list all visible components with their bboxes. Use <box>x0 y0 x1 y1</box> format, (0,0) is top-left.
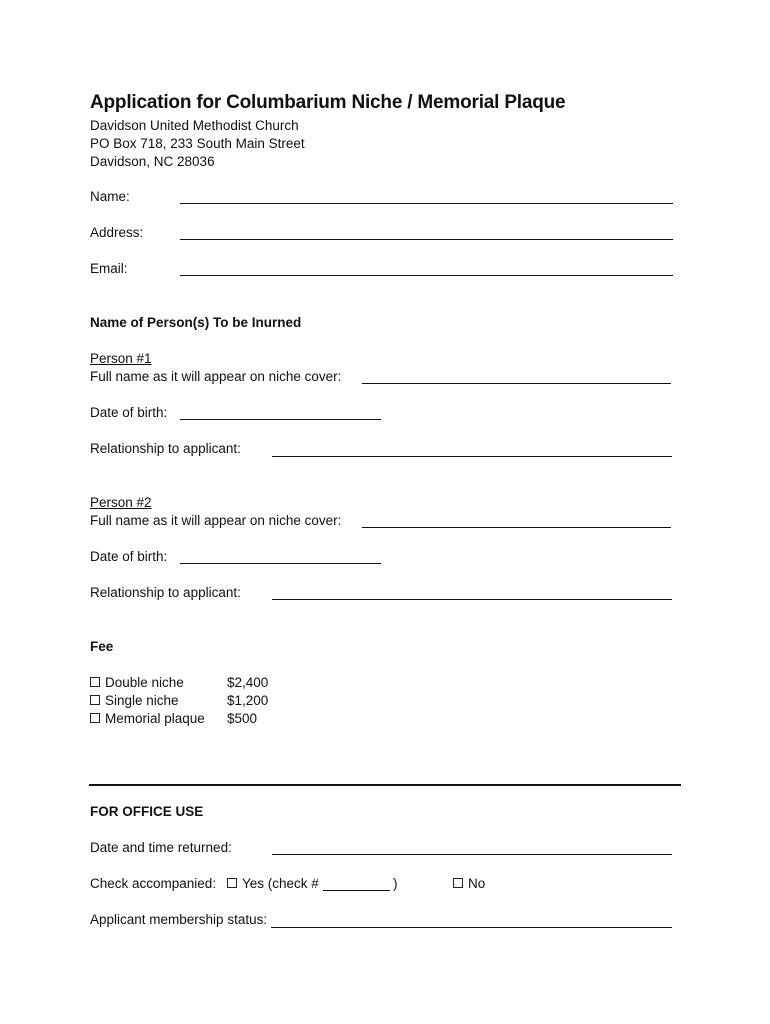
fee-option-label: Memorial plaque <box>105 711 205 726</box>
person2-full-name-label: Full name as it will appear on niche cover: <box>90 513 342 528</box>
check-number-field[interactable] <box>323 890 390 891</box>
name-label: Name: <box>90 189 130 204</box>
fee-option-plaque[interactable] <box>90 711 205 726</box>
name-field[interactable] <box>180 203 673 204</box>
person2-dob-field[interactable] <box>180 563 381 564</box>
fee-price: $1,200 <box>227 693 269 708</box>
fee-option-double[interactable] <box>90 675 184 690</box>
check-no-option[interactable] <box>453 876 485 891</box>
checkbox-icon[interactable] <box>453 878 463 888</box>
checkbox-icon[interactable] <box>227 878 237 888</box>
person1-full-name-field[interactable] <box>362 383 671 384</box>
church-name: Davidson United Methodist Church <box>90 118 299 133</box>
check-no-label: No <box>468 876 486 891</box>
form-title: Application for Columbarium Niche / Memorial Plaque <box>90 92 566 113</box>
membership-status-label: Applicant membership status: <box>90 912 268 927</box>
fee-price: $500 <box>227 711 258 726</box>
person1-dob-field[interactable] <box>180 419 381 420</box>
person1-relationship-label: Relationship to applicant: <box>90 441 241 456</box>
person2-dob-label: Date of birth: <box>90 549 168 564</box>
person1-heading: Person #1 <box>90 351 152 366</box>
church-street: PO Box 718, 233 South Main Street <box>90 136 305 151</box>
check-yes-option[interactable] <box>227 876 319 891</box>
check-accompanied-label: Check accompanied: <box>90 876 217 891</box>
inurned-heading: Name of Person(s) To be Inurned <box>90 315 302 330</box>
church-city: Davidson, NC 28036 <box>90 154 215 169</box>
person1-dob-label: Date of birth: <box>90 405 168 420</box>
date-returned-label: Date and time returned: <box>90 840 232 855</box>
person1-relationship-field[interactable] <box>272 456 672 457</box>
section-divider <box>89 784 681 786</box>
check-yes-label: Yes (check # <box>242 876 319 891</box>
office-use-heading: FOR OFFICE USE <box>90 804 204 819</box>
address-field[interactable] <box>180 239 673 240</box>
fee-option-label: Double niche <box>105 675 184 690</box>
person2-relationship-label: Relationship to applicant: <box>90 585 241 600</box>
fee-price: $2,400 <box>227 675 269 690</box>
person2-heading: Person #2 <box>90 495 152 510</box>
person1-full-name-label: Full name as it will appear on niche cover: <box>90 369 342 384</box>
fee-heading: Fee <box>90 639 114 654</box>
checkbox-icon[interactable] <box>90 695 100 705</box>
address-label: Address: <box>90 225 144 240</box>
person2-full-name-field[interactable] <box>362 527 671 528</box>
person2-relationship-field[interactable] <box>272 599 672 600</box>
checkbox-icon[interactable] <box>90 713 100 723</box>
date-returned-field[interactable] <box>272 854 672 855</box>
email-label: Email: <box>90 261 128 276</box>
fee-option-label: Single niche <box>105 693 179 708</box>
membership-status-field[interactable] <box>271 927 672 928</box>
check-yes-close: ) <box>393 876 398 891</box>
checkbox-icon[interactable] <box>90 677 100 687</box>
fee-option-single[interactable] <box>90 693 179 708</box>
email-field[interactable] <box>180 275 673 276</box>
